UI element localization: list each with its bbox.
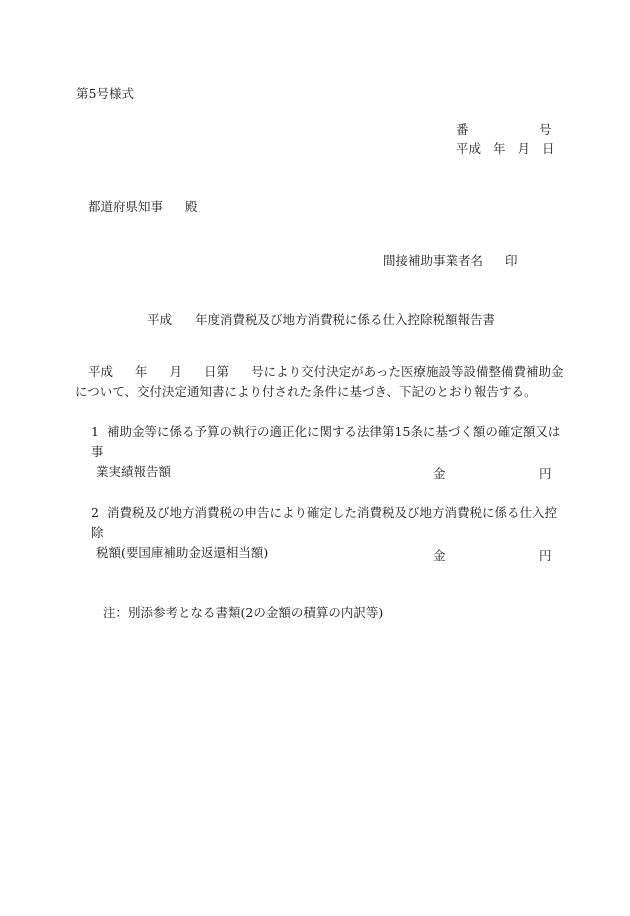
item-2 [91, 503, 561, 563]
attachment-note: 注：別添参考となる書類(2の金額の積算の内訳等) [103, 605, 384, 620]
title-era: 平成 [147, 312, 173, 327]
item-1 [91, 422, 561, 482]
form-number: 第5号様式 [76, 86, 134, 101]
item-2-amount-suffix: 円 [539, 548, 552, 563]
date-year-label: 年 [493, 141, 506, 156]
document-title [147, 312, 495, 328]
item-1-line-2: 業実績報告額 [96, 464, 172, 479]
issue-date [456, 141, 555, 157]
body-line-1-rest: 号により交付決定があった医療施設等設備整備費補助金 [251, 364, 564, 379]
body-line-1 [75, 362, 564, 382]
date-era: 平成 [456, 141, 482, 156]
applicant-label: 間接補助事業者名 [383, 253, 484, 268]
seal-mark: 印 [505, 253, 518, 268]
item-1-line-1: 補助金等に係る予算の執行の適正化に関する法律第15条に基づく額の確定額又は事 [91, 424, 561, 459]
addressee-honorific: 殿 [185, 199, 198, 214]
title-text: 年度消費税及び地方消費税に係る仕入控除税額報告書 [195, 312, 496, 327]
addressee-title: 都道府県知事 [88, 199, 164, 214]
body-era: 平成 [88, 364, 114, 379]
item-1-number: 1 [91, 424, 99, 439]
body-line-2: について、交付決定通知書により付された条件に基づき、下記のとおり報告する。 [75, 384, 537, 399]
addressee [88, 199, 198, 215]
body-year-label: 年 [135, 364, 148, 379]
item-2-line-2: 税額(要国庫補助金返還相当額) [96, 545, 269, 560]
date-day-label: 日 [542, 141, 555, 156]
item-2-number: 2 [91, 505, 99, 520]
reference-go-label: 号 [539, 122, 552, 137]
item-2-line-1: 消費税及び地方消費税の申告により確定した消費税及び地方消費税に係る仕入控除 [91, 505, 558, 540]
reference-ban-label: 番 [456, 122, 469, 137]
applicant-line [383, 253, 518, 269]
body-paragraph [75, 362, 564, 402]
body-month-label: 月 [169, 364, 183, 379]
item-1-amount-prefix: 金 [433, 466, 446, 481]
date-month-label: 月 [517, 141, 531, 156]
item-2-amount-prefix: 金 [433, 548, 446, 563]
item-1-amount-suffix: 円 [539, 466, 552, 481]
body-day-label: 日第 [204, 364, 230, 379]
